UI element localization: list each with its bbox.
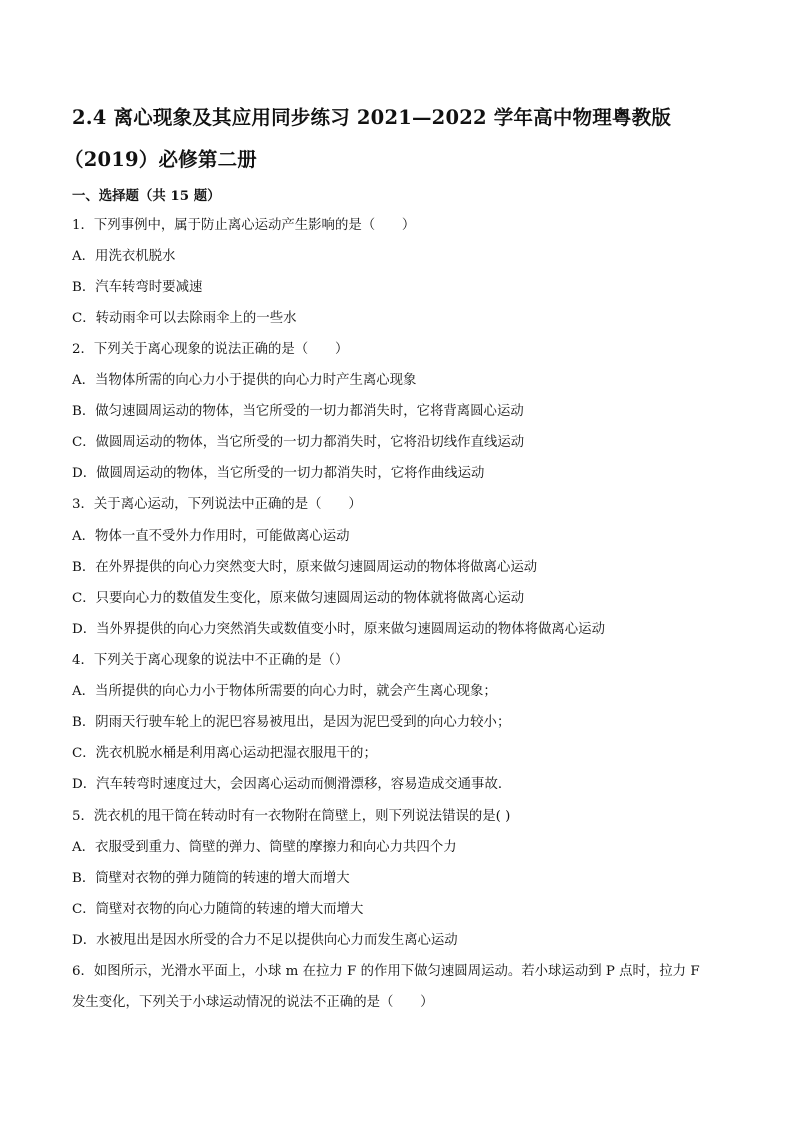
question-6-stem-line-2: 发生变化，下列关于小球运动情况的说法不正确的是（ ） xyxy=(72,995,434,1010)
question-1-option-b: B．汽车转弯时要减速 xyxy=(72,280,203,295)
question-6-stem-line-1: 6．如图所示，光滑水平面上，小球 m 在拉力 F 的作用下做匀速圆周运动。若小球运动到 P 点时，拉力 F xyxy=(72,964,700,979)
document-title-line-2: （2019）必修第二册 xyxy=(64,148,257,171)
question-4-option-d: D．汽车转弯时速度过大，会因离心运动而侧滑漂移，容易造成交通事故． xyxy=(72,777,512,792)
question-2-option-b: B．做匀速圆周运动的物体，当它所受的一切力都消失时，它将背离圆心运动 xyxy=(72,404,524,419)
question-4-stem: 4．下列关于离心现象的说法中不正确的是（） xyxy=(72,653,349,668)
question-3-option-b: B．在外界提供的向心力突然变大时，原来做匀速圆周运动的物体将做离心运动 xyxy=(72,560,538,575)
question-3-option-d: D．当外界提供的向心力突然消失或数值变小时，原来做匀速圆周运动的物体将做离心运动 xyxy=(72,622,605,637)
question-2-stem: 2．下列关于离心现象的说法正确的是（ ） xyxy=(72,342,349,357)
question-1-stem: 1．下列事例中，属于防止离心运动产生影响的是（ ） xyxy=(72,218,416,233)
question-5-option-c: C．筒壁对衣物的向心力随筒的转速的增大而增大 xyxy=(72,902,364,917)
question-4-option-b: B．阴雨天行驶车轮上的泥巴容易被甩出，是因为泥巴受到的向心力较小； xyxy=(72,715,511,730)
question-2-option-c: C．做圆周运动的物体，当它所受的一切力都消失时，它将沿切线作直线运动 xyxy=(72,435,525,450)
question-5-stem: 5．洗衣机的甩干筒在转动时有一衣物附在筒壁上，则下列说法错误的是( ) xyxy=(72,809,511,824)
question-4-option-a: A．当所提供的向心力小于物体所需要的向心力时，就会产生离心现象； xyxy=(72,684,497,699)
document-title-line-1: 2.4 离心现象及其应用同步练习 2021—2022 学年高中物理粤教版 xyxy=(72,106,672,129)
question-3-option-a: A．物体一直不受外力作用时，可能做离心运动 xyxy=(72,529,350,544)
question-3-option-c: C．只要向心力的数值发生变化，原来做匀速圆周运动的物体就将做离心运动 xyxy=(72,591,525,606)
question-5-option-d: D．水被甩出是因水所受的合力不足以提供向心力而发生离心运动 xyxy=(72,933,458,948)
question-4-option-c: C．洗衣机脱水桶是利用离心运动把湿衣服甩干的； xyxy=(72,746,377,761)
question-1-option-c: C．转动雨伞可以去除雨伞上的一些水 xyxy=(72,311,297,326)
question-3-stem: 3．关于离心运动，下列说法中正确的是（ ） xyxy=(72,497,362,512)
question-1-option-a: A．用洗衣机脱水 xyxy=(72,249,176,264)
question-5-option-a: A．衣服受到重力、筒壁的弹力、筒壁的摩擦力和向心力共四个力 xyxy=(72,840,457,855)
question-2-option-d: D．做圆周运动的物体，当它所受的一切力都消失时，它将作曲线运动 xyxy=(72,466,485,481)
question-5-option-b: B．筒壁对衣物的弹力随筒的转速的增大而增大 xyxy=(72,871,350,886)
section-heading: 一、选择题（共 15 题） xyxy=(72,188,221,204)
question-2-option-a: A．当物体所需的向心力小于提供的向心力时产生离心现象 xyxy=(72,373,417,388)
